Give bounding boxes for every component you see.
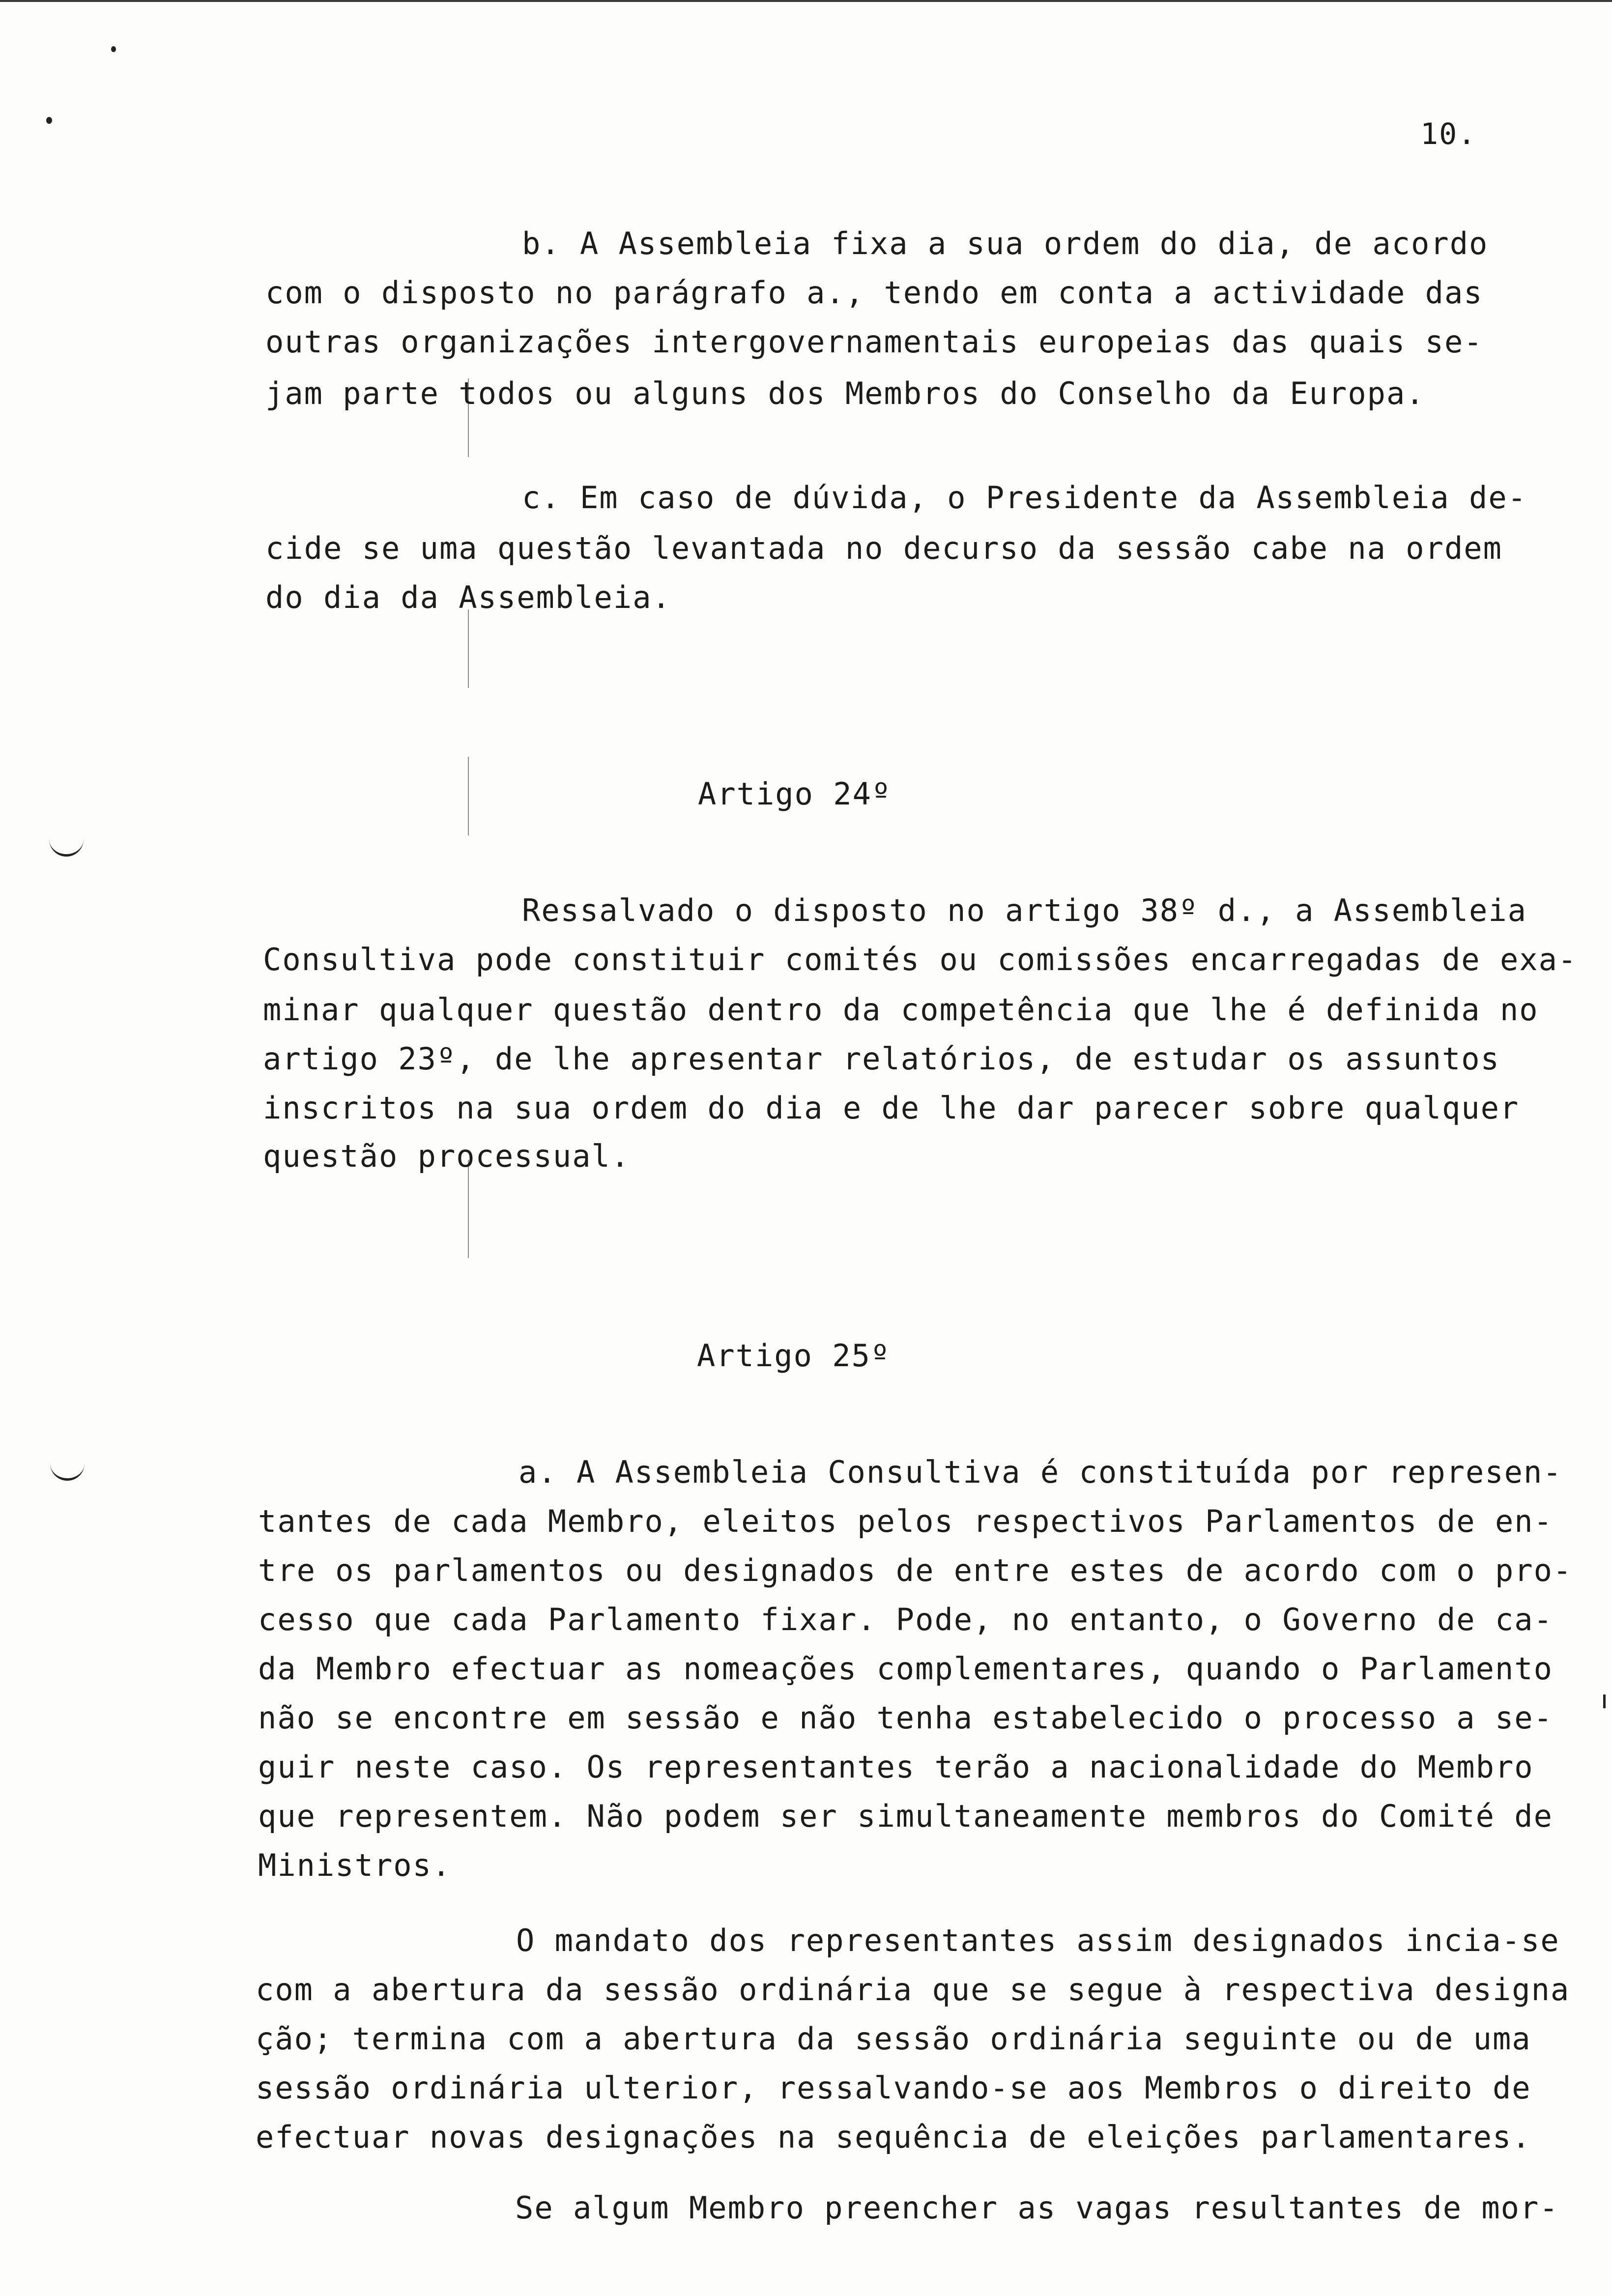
article-25-a-line: Ministros. [258,1847,452,1883]
margin-scan-mark [50,1463,85,1481]
article-25-a-line: da Membro efectuar as nomeações complementares, quando o Parlamento [258,1651,1553,1687]
article-24-line: questão processual. [263,1138,631,1174]
article-24-line: artigo 23º, de lhe apresentar relatórios, de estudar os assuntos [263,1041,1500,1077]
article-25-a-line: que representem. Não podem ser simultaneamente membros do Comité de [258,1798,1553,1834]
top-edge-rule [0,0,1612,2]
article-25-a-line: a. A Assembleia Consultiva é constituída por represen- [518,1454,1562,1490]
paragraph-b-line: com o disposto no parágrafo a., tendo em conta a actividade das [265,275,1483,311]
scan-line [468,609,469,688]
article-25-a-line: tre os parlamentos ou designados de entre estes de acordo com o pro- [258,1552,1573,1588]
page-number: 10. [1420,117,1477,151]
article-25-a-line: guir neste caso. Os representantes terão a nacionalidade do Membro [258,1749,1534,1785]
paragraph-b-line: b. A Assembleia fixa a sua ordem do dia, de acordo [522,226,1489,261]
article-25-mandate-line: sessão ordinária ulterior, ressalvando-se aos Membros o direito de [256,2070,1531,2106]
article-25-mandate-line: efectuar novas designações na sequência de eleições parlamentares. [256,2119,1531,2155]
article-25-mandate-line: O mandato dos representantes assim designados incia-se [516,1923,1560,1958]
margin-scan-mark [49,838,84,857]
paragraph-c-line: do dia da Assembleia. [265,579,671,615]
scan-speck [46,117,52,124]
article-24-line: minar qualquer questão dentro da competência que lhe é definida no [263,992,1539,1028]
article-25-a-line: cesso que cada Parlamento fixar. Pode, no entanto, o Governo de ca- [258,1602,1553,1637]
scan-line [468,757,469,835]
article-24-line: Ressalvado o disposto no artigo 38º d., a Assembleia [522,892,1527,928]
article-25-a-line: tantes de cada Membro, eleitos pelos respectivos Parlamentos de en- [258,1503,1553,1539]
scan-speck [111,46,116,52]
article-25-mandate-line: com a abertura da sessão ordinária que se segue à respectiva designa [256,1972,1570,2008]
article-25-a-line: não se encontre em sessão e não tenha estabelecido o processo a se- [258,1700,1553,1736]
scan-line [468,1160,469,1258]
paragraph-b-line: jam parte todos ou alguns dos Membros do Conselho da Europa. [265,375,1425,411]
article-25-heading: Artigo 25º [697,1338,891,1374]
article-24-line: inscritos na sua ordem do dia e de lhe dar parecer sobre qualquer [263,1090,1520,1126]
article-25-mandate-line: ção; termina com a abertura da sessão ordinária seguinte ou de uma [256,2021,1531,2057]
article-24-heading: Artigo 24º [698,776,892,812]
scan-speck [1603,1694,1606,1708]
article-24-line: Consultiva pode constituir comités ou comissões encarregadas de exa- [263,942,1578,977]
article-25-last-line: Se algum Membro preencher as vagas resultantes de mor- [515,2190,1559,2226]
paragraph-b-line: outras organizações intergovernamentais europeias das quais se- [265,324,1483,360]
paragraph-c-line: cide se uma questão levantada no decurso da sessão cabe na ordem [265,530,1502,566]
paragraph-c-line: c. Em caso de dúvida, o Presidente da Assembleia de- [522,480,1527,516]
